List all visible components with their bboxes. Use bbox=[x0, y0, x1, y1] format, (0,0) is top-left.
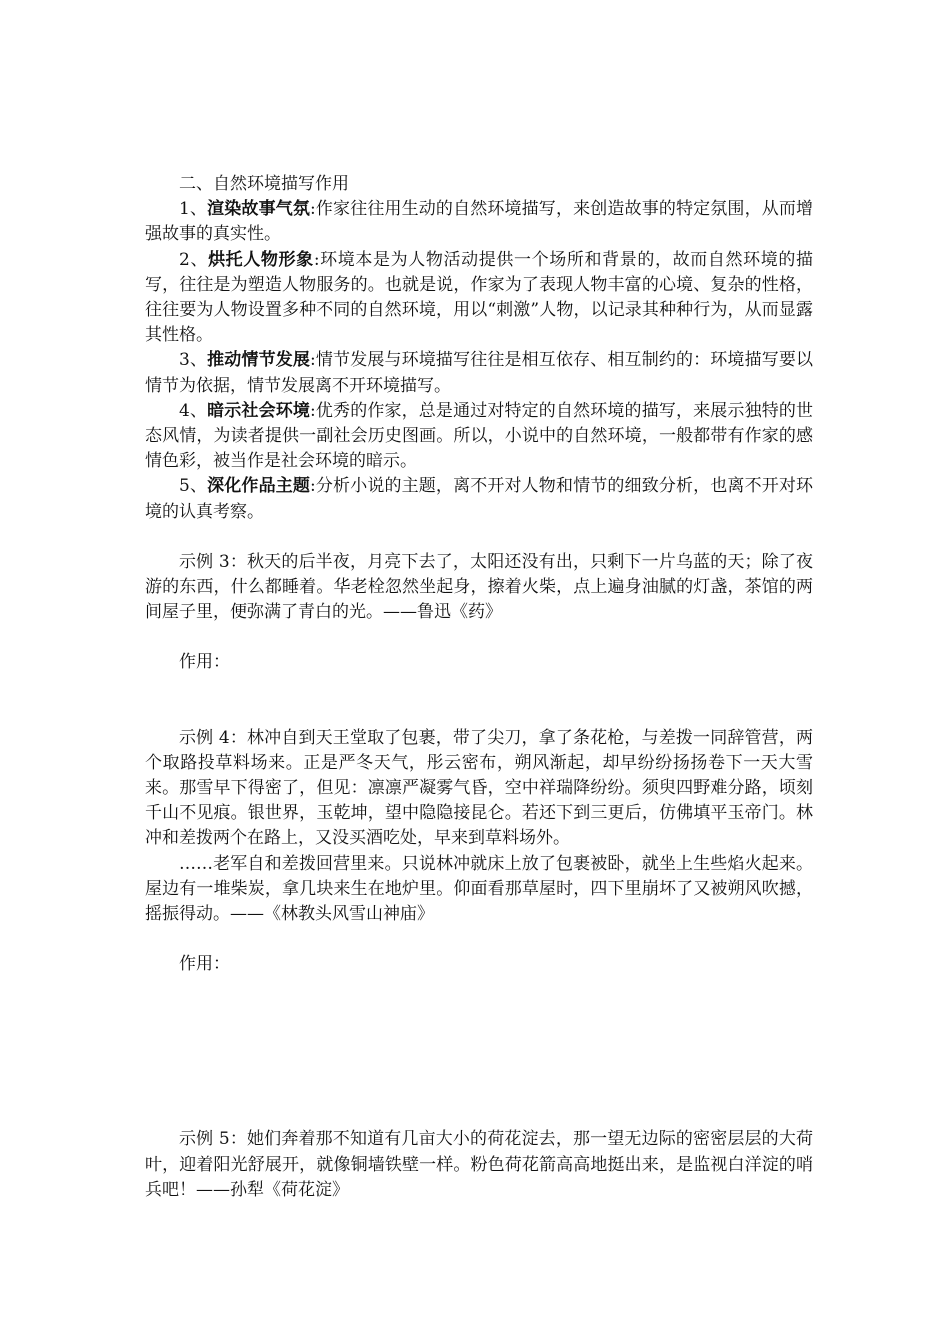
example-5-passage: 示例 5：她们奔着那不知道有几亩大小的荷花淀去，那一望无边际的密密层层的大荷叶，迎着阳光舒展开，就像铜墙铁壁一样。粉色荷花箭高高地挺出来，是监视白洋淀的哨兵吧！——孙犁《荷花淀》 bbox=[145, 1129, 813, 1200]
spacer bbox=[145, 625, 813, 650]
example-4-passage-continued: ……老军自和差拨回营里来。只说林冲就床上放了包裹被卧，就坐上生些焰火起来。屋边有一堆柴炭，拿几块来生在地炉里。仰面看那草屋时，四下里崩坏了又被朔风吹撼，摇振得动。——《林教头风雪山神庙》 bbox=[145, 853, 813, 925]
example-3-answer-label: 作用： bbox=[179, 652, 230, 673]
effect-item-separator: : bbox=[310, 476, 316, 497]
spacer bbox=[145, 927, 813, 952]
effect-item-separator: : bbox=[310, 199, 316, 220]
effect-item-4 bbox=[145, 399, 813, 475]
effect-item-2 bbox=[145, 248, 813, 349]
effect-item-term: 推动情节发展 bbox=[207, 350, 311, 371]
answer-space bbox=[145, 676, 813, 726]
spacer bbox=[145, 525, 813, 550]
effect-item-term: 烘托人物形象 bbox=[208, 249, 314, 270]
document-page bbox=[145, 172, 813, 1203]
section-heading: 二、自然环境描写作用 bbox=[179, 174, 349, 194]
effect-item-term: 渲染故事气氛 bbox=[207, 199, 311, 220]
effect-item-1 bbox=[145, 197, 813, 247]
effect-item-separator: : bbox=[313, 249, 320, 270]
effect-item-number: 1、 bbox=[179, 199, 208, 220]
effect-item-number: 5、 bbox=[179, 476, 208, 497]
effect-item-3 bbox=[145, 348, 813, 398]
effect-item-number: 4、 bbox=[179, 400, 208, 421]
example-4-answer-label: 作用： bbox=[179, 954, 230, 975]
effect-item-text: 作家往往用生动的自然环境描写，来创造故事的特定氛围，从而增强故事的真实性。 bbox=[145, 199, 814, 245]
example-4-passage: 示例 4：林冲自到天王堂取了包裹，带了尖刀，拿了条花枪，与差拨一同辞管营，两个取路投草料场来。正是严冬天气，彤云密布，朔风渐起，却早纷纷扬扬卷下一天大雪来。那雪早下得密了，但见：凛凛严凝雾气昏，空中祥瑞降纷纷。须臾四野难分路，顷刻千山不见痕。银世界，玉乾坤，望中隐隐接昆仑。若还下到三更后，仿佛填平玉帝门。林冲和差拨两个在路上，又没买酒吃处，早来到草料场外。 bbox=[145, 727, 813, 849]
effect-item-5 bbox=[145, 474, 813, 524]
effect-item-text: 优秀的作家，总是通过对特定的自然环境的描写，来展示独特的世态风情，为读者提供一副社会历史图画。所以，小说中的自然环境，一般都带有作家的感情色彩，被当作是社会环境的暗示。 bbox=[145, 400, 814, 472]
answer-space bbox=[145, 977, 813, 1127]
effect-item-text: 分析小说的主题，离不开对人物和情节的细致分析，也离不开对环境的认真考察。 bbox=[145, 476, 814, 522]
effect-item-number: 3、 bbox=[179, 350, 208, 371]
effect-item-text: 环境本是为人物活动提供一个场所和背景的，故而自然环境的描写，往往是为塑造人物服务的。也就是说，作家为了表现人物丰富的心境、复杂的性格，往往要为人物设置多种不同的自然环境，用以“刺激”人物，以记录其种种行为，从而显露其性格。 bbox=[145, 249, 813, 346]
effect-item-term: 暗示社会环境 bbox=[207, 400, 311, 421]
effect-item-text: 情节发展与环境描写往往是相互依存、相互制约的：环境描写要以情节为依据，情节发展离不开环境描写。 bbox=[145, 350, 814, 396]
example-3-passage: 示例 3：秋天的后半夜，月亮下去了，太阳还没有出，只剩下一片乌蓝的天；除了夜游的东西，什么都睡着。华老栓忽然坐起身，擦着火柴，点上遍身油腻的灯盏，茶馆的两间屋子里，便弥满了青白的光。——鲁迅《药》 bbox=[145, 551, 813, 623]
effect-item-separator: : bbox=[310, 400, 316, 421]
effect-item-separator: : bbox=[310, 350, 316, 371]
effect-item-number: 2、 bbox=[179, 249, 209, 270]
effect-item-term: 深化作品主题 bbox=[207, 476, 311, 497]
